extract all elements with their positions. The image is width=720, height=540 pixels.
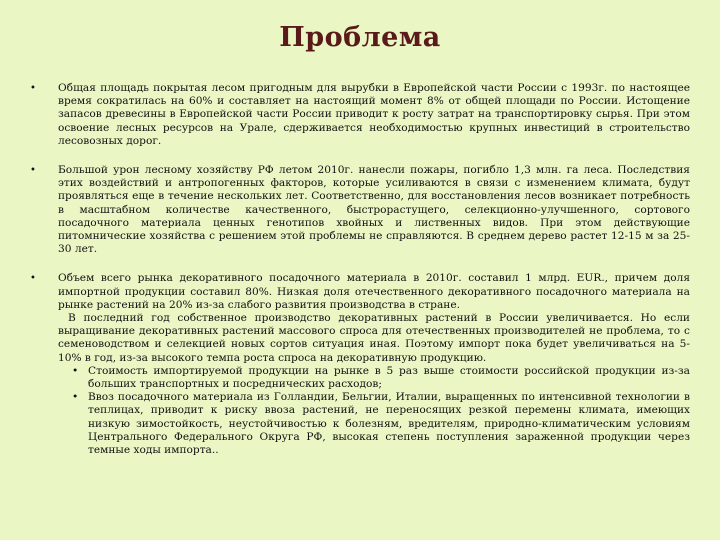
bullet-list <box>30 82 690 457</box>
bullet-dot-icon: • <box>30 165 36 177</box>
sub-bullet-text: Стоимость импортируемой продукции на рынке в 5 раз выше стоимости российской продукции из-за больших транспортных и посреднических расходов; <box>88 364 690 391</box>
sub-bullet-dot-icon: • <box>72 364 79 377</box>
sub-bullet-item <box>58 365 690 391</box>
bullet-item <box>30 164 690 256</box>
bullet-text: Общая площадь покрытая лесом пригодным для вырубки в Европейской части России с 1993г. по настоящее время сократилась на 60% и составляет на настоящий момент 8% от общей площади по России. Истощение запасов древесины в Европейской части России приводит к росту затрат на транспортировку сырья. При этом освоение лесных ресурсов на Урале, сдерживается необходимостью крупных инвестиций в строительство лесовозных дорог. <box>58 82 690 147</box>
bullet-text: Объем всего рынка декоративного посадочного материала в 2010г. составил 1 млрд. EUR., причем доля импортной продукции составил 80%. Низкая доля отечественного декоративного посадочного материала на рынке растений на 20% из-за слабого развития производства в стране. <box>58 272 690 311</box>
page-title: Проблема <box>279 22 441 53</box>
bullet-dot-icon: • <box>30 83 36 94</box>
bullet-dot-icon: • <box>30 273 36 285</box>
bullet-item <box>30 272 690 457</box>
bullet-text-continuation: В последний год собственное производство декоративных растений в России увеличивается. Но если выращивание декоративных растений массового спроса для отечественных производителей не проблема, то с семеноводством и селекцией новых сортов ситуация иная. Поэтому импорт пока будет увеличиваться на 5-10% в год, из-за высокого темпа роста спроса на декоративную продукцию. <box>58 312 690 364</box>
sub-bullet-dot-icon: • <box>72 391 79 404</box>
sub-bullet-text: Ввоз посадочного материала из Голландии, Бельгии, Италии, выращенных по интенсивной технологии в теплицах, приводит к риску ввоза растений, не переносящих резкой перемены климата, имеющих низкую зимостойкость, неустойчивостью к болезням, вредителям, природно-климатическим условиям Центрального Федерального Округа РФ, высокая степень поступления зараженной продукции через темные ходы импорта.. <box>88 391 690 457</box>
bullet-text: Большой урон лесному хозяйству РФ летом 2010г. нанесли пожары, погибло 1,3 млн. га леса. Последствия этих воздействий и антропогенных факторов, которые усиливаются в связи с изменением климата, будут проявляться еще в течение нескольких лет. Соответственно, для восстановления лесов возникает потребность в масштабном количестве качественного, быстрорастущего, селекционно-улучшенного, сортового посадочного материала ценных генотипов хвойных и лиственных видов. При этом действующие питомнические хозяйства с решением этой проблемы не справляются. В среднем дерево растет 12-15 м за 25-30 лет. <box>58 164 690 256</box>
bullet-item <box>30 82 690 148</box>
sub-bullet-item <box>58 391 690 457</box>
